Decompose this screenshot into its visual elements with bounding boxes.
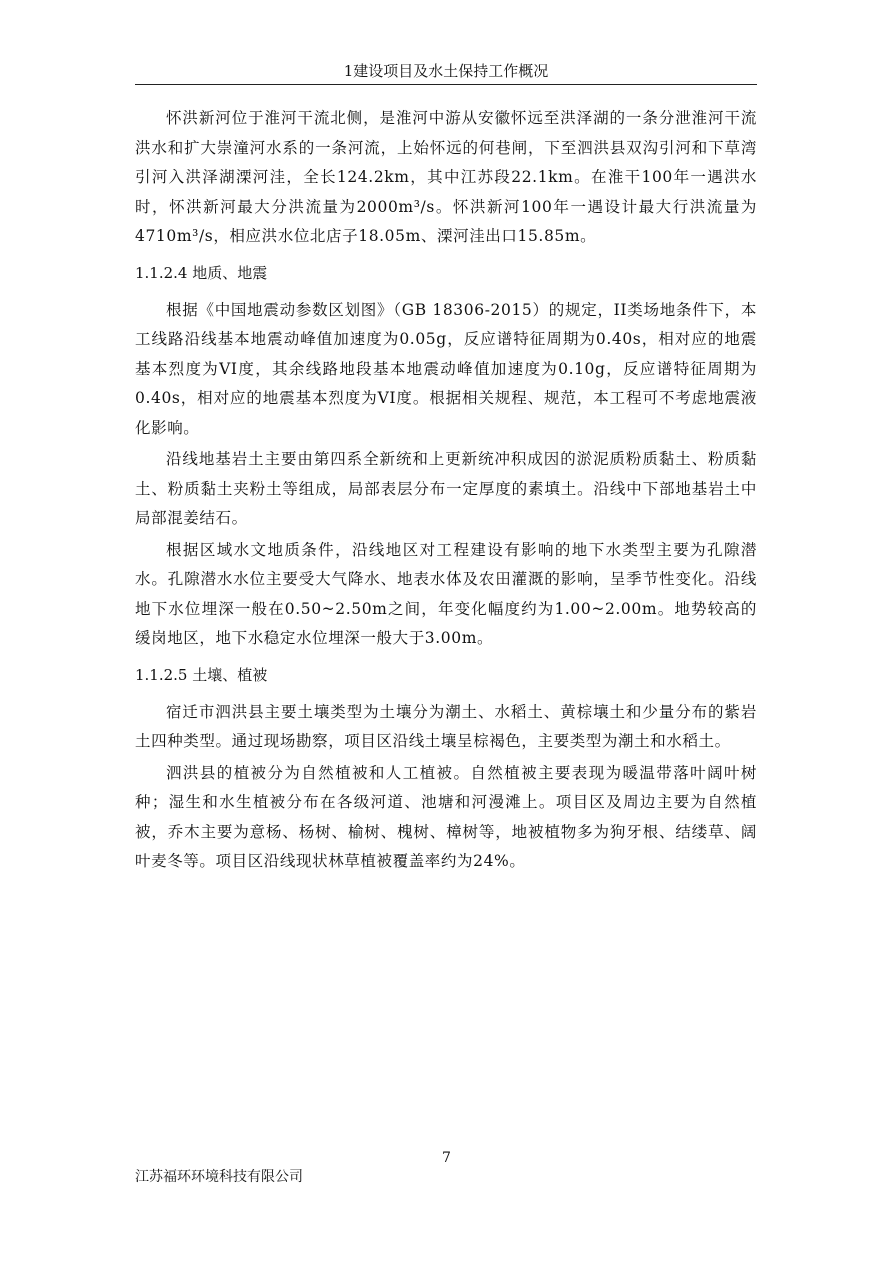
page-number: 7 xyxy=(442,1150,451,1166)
page-footer: 江苏福环环境科技有限公司 xyxy=(135,1169,303,1185)
paragraph-huaihong-river: 怀洪新河位于淮河干流北侧，是淮河中游从安徽怀远至洪泽湖的一条分泄淮河干流洪水和扩大崇潼河水系的一条河流，上始怀远的何巷闸，下至泗洪县双沟引河和下草湾引河入洪泽湖溧河洼，全长124.2km，其中江苏段22.1km。在淮干100年一遇洪水时，怀洪新河最大分洪流量为2000m³/s。怀洪新河100年一遇设计最大行洪流量为4710m³/s，相应洪水位北店子18.05m、溧河洼出口15.85m。 xyxy=(135,109,757,245)
page-header: 1建设项目及水土保持工作概况 xyxy=(135,58,757,85)
paragraph-vegetation: 泗洪县的植被分为自然植被和人工植被。自然植被主要表现为暖温带落叶阔叶树种；湿生和水生植被分布在各级河道、池塘和河漫滩上。项目区及周边主要为自然植被，乔木主要为意杨、杨树、榆树、槐树、樟树等，地被植物多为狗牙根、结缕草、阔叶麦冬等。项目区沿线现状林草植被覆盖率约为24%。 xyxy=(135,763,757,870)
paragraph-soil-types: 宿迁市泗洪县主要土壤类型为土壤分为潮土、水稻土、黄棕壤土和少量分布的紫岩土四种类型。通过现场勘察，项目区沿线土壤呈棕褐色，主要类型为潮土和水稻土。 xyxy=(135,702,757,750)
section-heading-soil-vegetation: 1.1.2.5 土壤、植被 xyxy=(135,665,268,684)
paragraph-foundation-soil: 沿线地基岩土主要由第四系全新统和上更新统冲积成因的淤泥质粉质黏土、粉质黏土、粉质黏土夹粉土等组成，局部表层分布一定厚度的素填土。沿线中下部地基岩土中局部混姜结石。 xyxy=(135,450,757,527)
paragraph-seismic: 根据《中国地震动参数区划图》（GB 18306-2015）的规定，II类场地条件下，本工线路沿线基本地震动峰值加速度为0.05g，反应谱特征周期为0.40s，相对应的地震基本烈度为VI度，其余线路地段基本地震动峰值加速度为0.10g，反应谱特征周期为0.40s，相对应的地震基本烈度为VI度。根据相关规程、规范，本工程可不考虑地震液化影响。 xyxy=(135,300,757,437)
paragraph-groundwater: 根据区域水文地质条件，沿线地区对工程建设有影响的地下水类型主要为孔隙潜水。孔隙潜水水位主要受大气降水、地表水体及农田灌溉的影响，呈季节性变化。沿线地下水位埋深一般在0.50~2.50m之间，年变化幅度约为1.00~2.00m。地势较高的缓岗地区，地下水稳定水位埋深一般大于3.00m。 xyxy=(135,540,757,647)
section-heading-geology: 1.1.2.4 地质、地震 xyxy=(135,263,268,282)
page-body xyxy=(135,104,757,879)
